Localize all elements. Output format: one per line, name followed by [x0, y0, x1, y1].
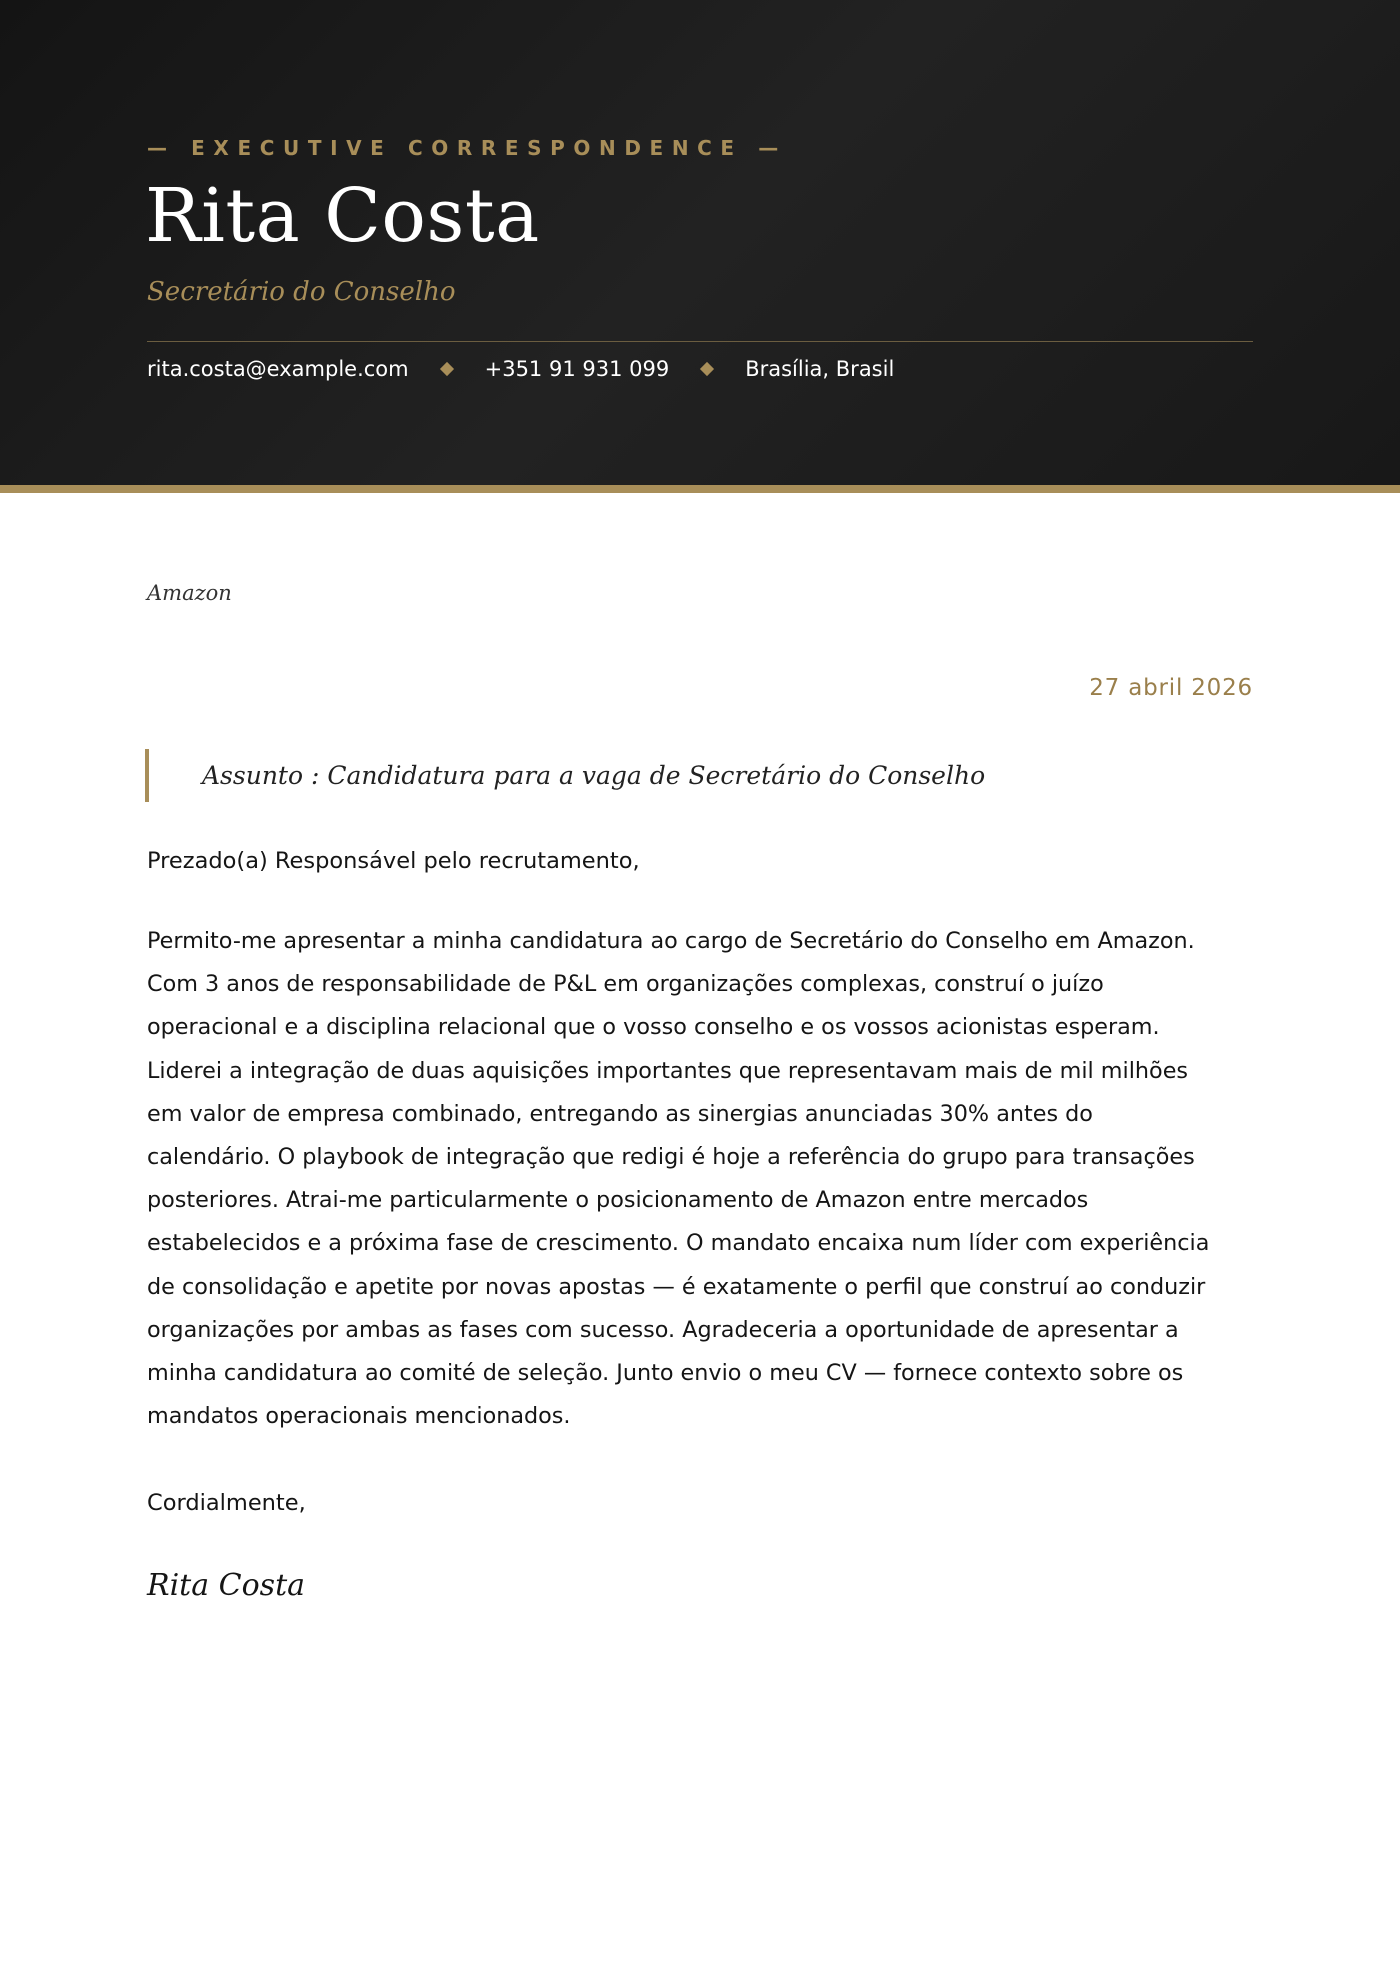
contact-location: Brasília, Brasil: [745, 357, 895, 381]
letter-date: 27 abril 2026: [1089, 675, 1253, 701]
salutation: Prezado(a) Responsável pelo recrutamento,: [147, 848, 640, 874]
subject-line: Assunto : Candidatura para a vaga de Secretário do Conselho: [145, 749, 1255, 802]
body-line: Liderei a integração de duas aquisições importantes que representavam mais de mil milhões: [147, 1057, 1189, 1084]
body-line: Com 3 anos de responsabilidade de P&L em organizações complexas, construí o juízo: [147, 971, 1104, 998]
body-line: operacional e a disciplina relacional que o vosso conselho e os vossos acionistas esperam.: [147, 1014, 1160, 1041]
letterhead-banner: [0, 0, 1400, 485]
contact-line: [147, 357, 894, 381]
body-line: organizações por ambas as fases com sucesso. Agradeceria a oportunidade de apresentar a: [147, 1316, 1179, 1343]
body-line: Permito-me apresentar a minha candidatura ao cargo de Secretário do Conselho em Amazon.: [147, 928, 1195, 954]
header-accent-rule: [0, 485, 1400, 493]
signature: Rita Costa: [147, 1568, 306, 1603]
body-line: calendário. O playbook de integração que redigi é hoje a referência do grupo para transações: [147, 1144, 1195, 1171]
closing-phrase: Cordialmente,: [147, 1490, 306, 1516]
recipient-company: Amazon: [147, 581, 232, 605]
diamond-separator-icon: [700, 362, 714, 376]
body-line: em valor de empresa combinado, entregando as sinergias anunciadas 30% antes do: [147, 1100, 1093, 1127]
contact-phone: +351 91 931 099: [484, 357, 670, 381]
body-line: posteriores. Atrai-me particularmente o posicionamento de Amazon entre mercados: [147, 1187, 1089, 1214]
header-divider: [147, 341, 1253, 342]
eyebrow-label: — EXECUTIVE CORRESPONDENCE —: [147, 136, 787, 160]
body-line: mandatos operacionais mencionados.: [147, 1403, 571, 1430]
body-line: estabelecidos e a próxima fase de crescimento. O mandato encaixa num líder com experiência: [147, 1230, 1210, 1257]
sender-role: Secretário do Conselho: [147, 277, 456, 307]
letter-body: [147, 920, 1262, 1438]
body-line: de consolidação e apetite por novas apostas — é exatamente o perfil que construí ao conduzir: [147, 1273, 1206, 1300]
contact-email: rita.costa@example.com: [147, 357, 409, 381]
diamond-separator-icon: [440, 362, 454, 376]
body-line: minha candidatura ao comité de seleção. Junto envio o meu CV — fornece contexto sobre os: [147, 1360, 1184, 1387]
sender-name: Rita Costa: [145, 173, 540, 259]
